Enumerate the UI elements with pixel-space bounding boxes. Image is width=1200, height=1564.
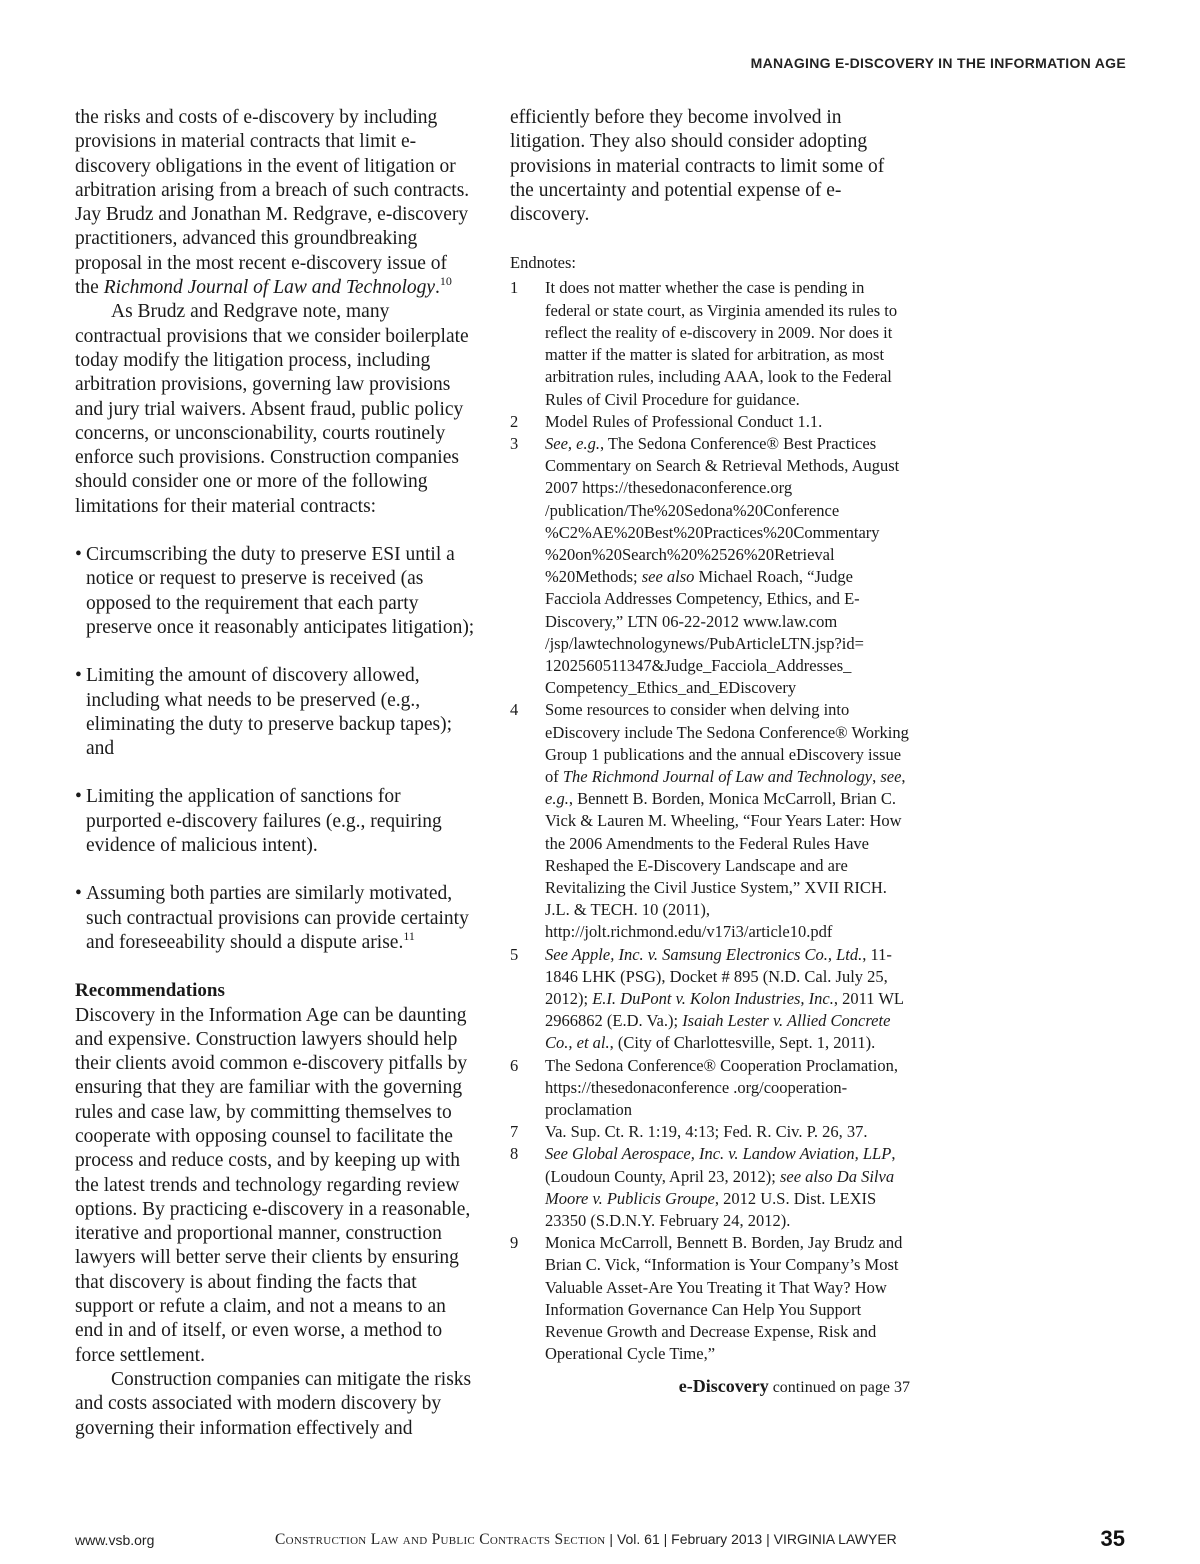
endnote-text-segment: , <box>872 766 881 786</box>
endnote-citation-italic: See Apple, Inc. v. Samsung Electronics Co., Ltd. <box>545 944 863 964</box>
endnotes-label: Endnotes: <box>510 253 576 273</box>
footer-url[interactable]: www.vsb.org <box>75 1532 155 1548</box>
endnote-number: 6 <box>510 1055 519 1075</box>
endnote-number: 5 <box>510 944 519 964</box>
endnote-citation-italic: See, e.g. <box>545 433 600 453</box>
endnote-number: 4 <box>510 700 519 720</box>
left-column <box>75 106 475 1441</box>
endnote-item <box>510 1232 910 1365</box>
endnote-text-segment: Model Rules of Professional Conduct 1.1. <box>545 411 823 431</box>
limitation-text: Assuming both parties are similarly motivated, such contractual provisions can provide certainty and foreseeability should a dispute arise. <box>86 883 469 953</box>
endnote-item <box>510 1121 910 1143</box>
continued-article-name: e-Discovery <box>678 1376 769 1397</box>
endnote-text <box>545 1055 910 1122</box>
footer-publication: VIRGINIA LAWYER <box>773 1531 897 1547</box>
endnote-text-segment: Monica McCarroll, Bennett B. Borden, Jay Brudz and Brian C. Vick, “Information is Your Company’s Most Valuable Asset-Are You Treating it That Way? How Information Governance Can Help You Support Revenue Growth and Decrease Expense, Risk and Operational Cycle Time,” <box>545 1233 903 1364</box>
endnote-text-segment: , <box>901 766 906 786</box>
endnote-item <box>510 699 910 943</box>
endnote-text <box>545 1143 910 1232</box>
footer-volume: Vol. 61 <box>616 1531 660 1547</box>
endnote-number: 7 <box>510 1122 519 1142</box>
page-footer <box>75 1528 1125 1558</box>
endnote-text-segment: Michael Roach, “Judge Facciola Addresses Competency, Ethics, and E-Discovery,” LTN 06-22-2012 www.law.com /jsp/lawtechnologynews/PubArticleLTN.jsp?id= 1202560511347&Judge_Facciola_Addresses_ Competency_Ethics_and_EDiscovery <box>545 567 864 698</box>
endnote-text-segment: Va. Sup. Ct. R. 1:19, 4:13; Fed. R. Civ. P. 26, 37. <box>545 1122 868 1142</box>
endnote-citation-italic: see also <box>641 567 695 587</box>
endnote-text-segment: , Bennett B. Borden, Monica McCarroll, Brian C. Vick & Lauren M. Wheeling, “Four Years Later: How the 2006 Amendments to the Federal Rules Have Reshaped the E-Discovery Landscape and are Revitalizing the Civil Justice System,” XVII RICH. J.L. & TECH. 10 (2011), http://jolt.richmond.edu/v17i3/article10.pdf <box>545 789 902 942</box>
limitation-text: Limiting the application of sanctions for purported e-discovery failures (e.g., requiring evidence of malicious intent). <box>86 786 442 857</box>
endnote-text <box>545 411 910 433</box>
endnote-item <box>510 433 910 699</box>
endnote-item <box>510 277 910 410</box>
footer-separator: | <box>609 1531 614 1547</box>
paragraph-1-text: the risks and costs of e-discovery by including provisions in material contracts that limit e-discovery obligations in the event of litigation or arbitration arising from a breach of such contracts. Jay Brudz and Jonathan M. Redgrave, e-discovery practitioners, advanced this groundbreaking proposal in the most recent e-discovery issue of the <box>75 107 470 299</box>
endnote-text <box>545 277 910 410</box>
endnotes-list <box>510 277 910 1365</box>
recommendations-heading: Recommendations <box>75 980 225 1002</box>
endnote-citation-italic: The Richmond Journal of Law and Technology <box>562 766 873 786</box>
endnote-citation-italic: see <box>880 766 902 786</box>
endnote-number: 1 <box>510 278 519 298</box>
endnote-item <box>510 944 910 1055</box>
limitation-text: Circumscribing the duty to preserve ESI until a notice or request to preserve is received (as opposed to the requirement that each party preserve once it reasonably anticipates litigation); <box>86 544 475 638</box>
endnote-text <box>545 1121 910 1143</box>
endnote-item <box>510 1143 910 1232</box>
endnote-text-segment: , The Sedona Conference® Best Practices Commentary on Search & Retrieval Methods, August 2007 https://thesedonaconference.org /publication/The%20Sedona%20Conference %C2%AE%20Best%20Practices%20Commentary %20on%20Search%20%2526%20Retrieval %20Methods; <box>545 433 900 587</box>
endnote-ref-10[interactable]: 10 <box>439 274 452 289</box>
endnote-number: 2 <box>510 411 519 431</box>
limitation-item <box>75 664 475 761</box>
endnote-citation-italic: Isaiah Lester v. Allied Concrete Co., et al. <box>545 1011 891 1053</box>
footer-date: February 2013 <box>671 1531 763 1547</box>
continued-page-text: continued on page 37 <box>772 1379 910 1397</box>
paragraph-1 <box>75 106 475 300</box>
running-head: MANAGING E-DISCOVERY IN THE INFORMATION AGE <box>750 55 1126 71</box>
page-number: 35 <box>1100 1526 1125 1551</box>
endnote-text <box>545 1232 910 1365</box>
endnote-text-segment: It does not matter whether the case is pending in federal or state court, as Virginia amended its rules to reflect the reality of e-discovery in 2009. Nor does it matter if the matter is slated for arbitration, as most arbitration rules, including AAA, look to the Federal Rules of Civil Procedure for guidance. <box>545 278 898 409</box>
paragraph-3: Discovery in the Information Age can be daunting and expensive. Construction lawyers should help their clients avoid common e-discovery pitfalls by ensuring that they are familiar with the governing rules and case law, by committing themselves to cooperate with opposing counsel to facilitate the process and reduce costs, and by keeping up with the latest trends and technology regarding review options. By practicing e-discovery in a reasonable, iterative and proportional manner, construction lawyers will better serve their clients by ensuring that discovery is about finding the facts that support or refute a claim, and not a means to an end in and of itself, or even worse, a method to force settlement. <box>75 1004 471 1366</box>
paragraph-4: Construction companies can mitigate the risks and costs associated with modern discovery by governing their information effectively and <box>75 1368 472 1439</box>
limitation-item <box>75 785 475 858</box>
right-column <box>510 106 910 1397</box>
continued-line[interactable] <box>510 1376 910 1397</box>
footer-separator: | <box>663 1531 668 1547</box>
endnote-number: 3 <box>510 433 519 453</box>
endnote-citation-italic: E.I. DuPont v. Kolon Industries, Inc. <box>592 988 834 1008</box>
endnote-text <box>545 944 910 1055</box>
endnote-text-segment: , (Loudoun County, April 23, 2012); <box>545 1144 896 1186</box>
right-intro-paragraph: efficiently before they become involved in litigation. They also should consider adopting provisions in material contracts to limit some of the uncertainty and potential expense of e-discovery. <box>510 107 885 226</box>
footer-separator: | <box>766 1531 770 1547</box>
paragraph-1-end: . <box>435 277 440 299</box>
endnote-item <box>510 411 910 433</box>
endnote-item <box>510 1055 910 1122</box>
endnote-text-segment: , 2011 WL 2966862 (E.D. Va.); <box>545 988 904 1031</box>
footer-section-name: Construction Law and Public Contracts Section <box>275 1531 606 1548</box>
limitation-item <box>75 882 475 955</box>
endnote-text <box>545 433 910 699</box>
endnote-citation-italic: See Global Aerospace, Inc. v. Landow Aviation, LLP <box>545 1144 892 1164</box>
endnote-citation-italic: see also Da Silva Moore v. Publicis Groupe <box>545 1166 895 1208</box>
limitation-item <box>75 543 475 640</box>
endnote-citation-italic: e.g. <box>545 789 569 809</box>
endnote-text <box>545 699 910 943</box>
endnote-ref-11[interactable]: 11 <box>403 928 415 943</box>
endnote-text-segment: , 11-1846 LHK (PSG), Docket # 895 (N.D. Cal. July 25, 2012); <box>545 944 892 1008</box>
endnote-text-segment: Some resources to consider when delving into eDiscovery include The Sedona Conference® Working Group 1 publications and the annual eDiscovery issue of <box>545 700 909 786</box>
endnote-text-segment: The Sedona Conference® Cooperation Proclamation, https://thesedonaconference .org/cooperation-proclamation <box>545 1055 898 1119</box>
endnote-text-segment: , 2012 U.S. Dist. LEXIS 23350 (S.D.N.Y. February 24, 2012). <box>545 1188 877 1231</box>
endnote-number: 9 <box>510 1233 519 1253</box>
journal-title: Richmond Journal of Law and Technology <box>103 277 436 299</box>
limitations-list <box>75 543 475 955</box>
limitation-text: Limiting the amount of discovery allowed, including what needs to be preserved (e.g., eliminating the duty to preserve backup tapes); and <box>86 665 453 760</box>
endnote-text-segment: , (City of Charlottesville, Sept. 1, 2011). <box>609 1033 876 1053</box>
footer-publication-line <box>275 1531 897 1549</box>
endnote-number: 8 <box>510 1144 519 1164</box>
paragraph-2: As Brudz and Redgrave note, many contractual provisions that we consider boilerplate today modify the litigation process, including arbitration provisions, governing law provisions and jury trial waivers. Absent fraud, public policy concerns, or unconscionability, courts routinely enforce such provisions. Construction companies should consider one or more of the following limitations for their material contracts: <box>75 301 469 517</box>
